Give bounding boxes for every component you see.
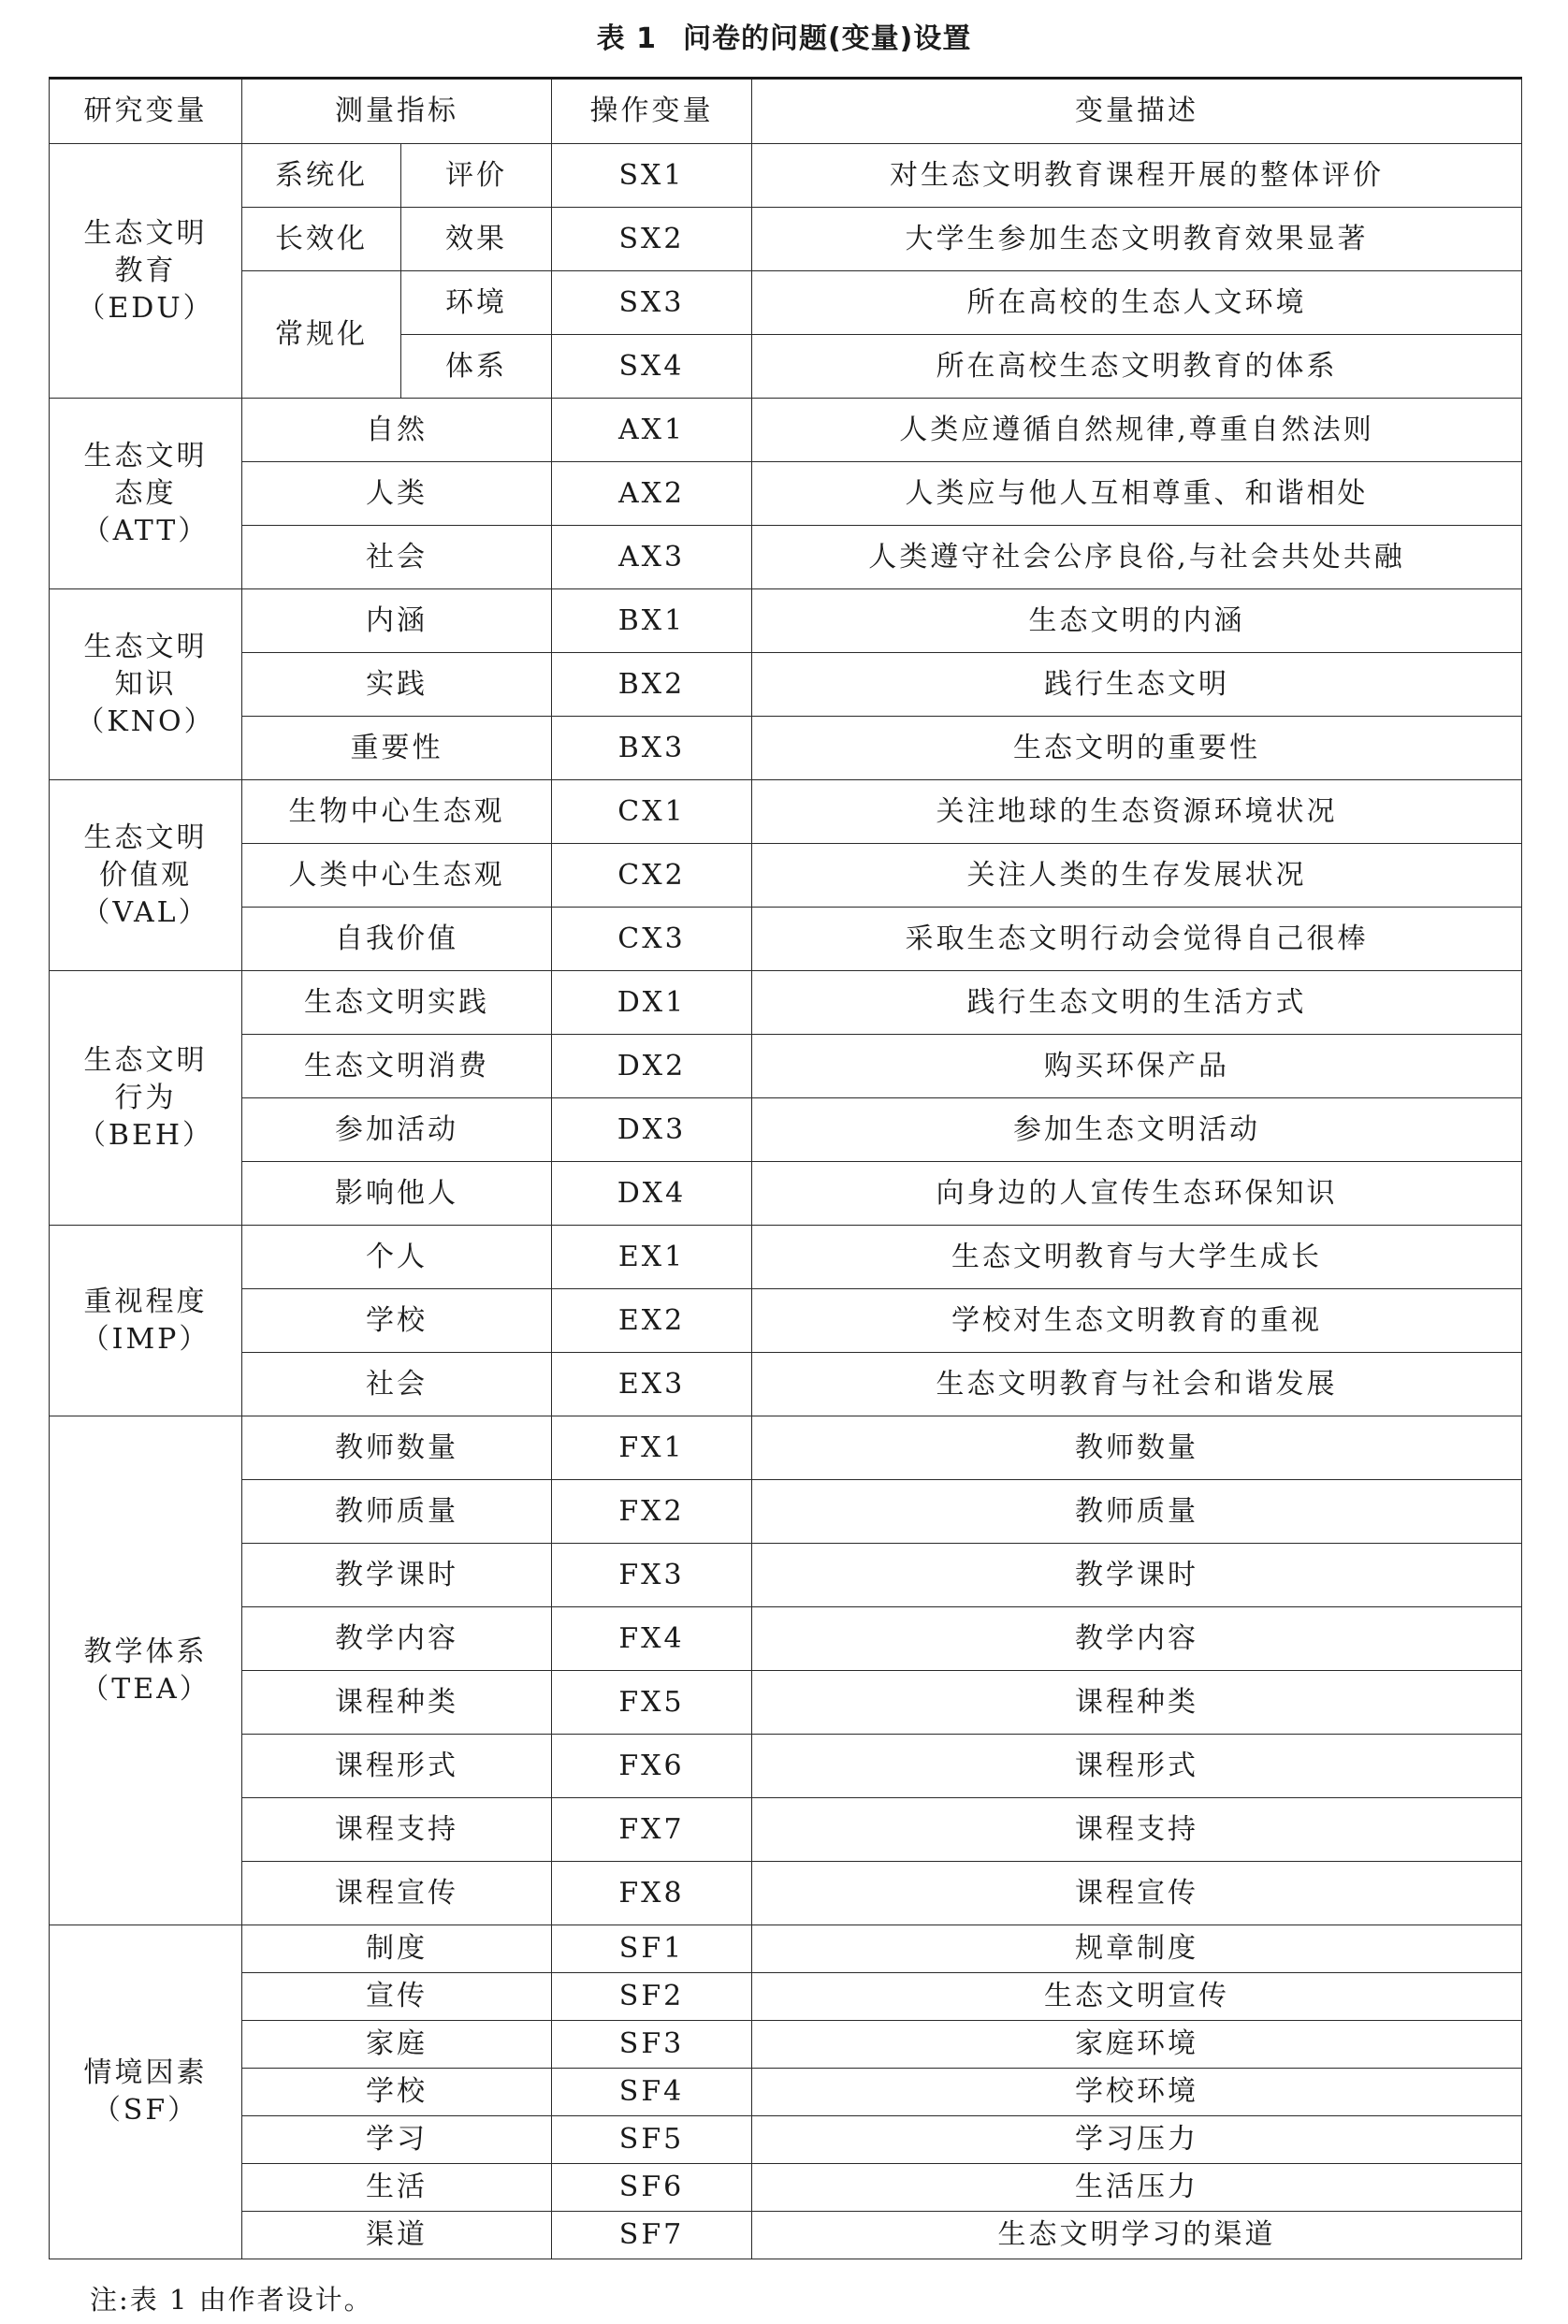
- description-cell: 践行生态文明: [752, 653, 1522, 717]
- variable-cell: [50, 144, 242, 399]
- table-row: [50, 1289, 1522, 1353]
- description-cell: 人类应与他人互相尊重、和谐相处: [752, 462, 1522, 526]
- indicator-cell: 自我价值: [242, 908, 552, 971]
- variable-cell: [50, 1925, 242, 2259]
- variable-line: 生态文明: [83, 439, 208, 472]
- table-number: 表 1: [596, 22, 657, 55]
- table-row: [50, 717, 1522, 780]
- description-cell: 关注地球的生态资源环境状况: [752, 780, 1522, 844]
- table-note: 注:表 1 由作者设计。: [90, 2284, 373, 2316]
- variable-line: 生态文明: [83, 630, 208, 663]
- table-row: [50, 2116, 1522, 2164]
- table-row: [50, 1035, 1522, 1098]
- description-cell: 教学内容: [752, 1607, 1522, 1671]
- description-cell: 所在高校生态文明教育的体系: [752, 335, 1522, 399]
- table-row: [50, 2164, 1522, 2212]
- variable-line: 生态文明: [83, 216, 208, 250]
- indicator-cell: 参加活动: [242, 1098, 552, 1162]
- description-cell: 教师数量: [752, 1416, 1522, 1480]
- variable-line: 教学体系: [83, 1634, 208, 1668]
- indicator-cell: 教学课时: [242, 1544, 552, 1607]
- indicator-cell: 学校: [242, 1289, 552, 1353]
- indicator-sub-cell: 效果: [401, 208, 552, 271]
- table-row: [50, 1226, 1522, 1289]
- table-row: [50, 1925, 1522, 1973]
- indicator-group-cell: 系统化: [242, 144, 401, 208]
- description-cell: 大学生参加生态文明教育效果显著: [752, 208, 1522, 271]
- table-row: [50, 462, 1522, 526]
- table-row: [50, 271, 1522, 335]
- table-row: [50, 144, 1522, 208]
- code-cell: FX7: [552, 1798, 752, 1862]
- description-cell: 人类应遵循自然规律,尊重自然法则: [752, 399, 1522, 462]
- table-row: [50, 399, 1522, 462]
- variable-line: 行为: [114, 1081, 177, 1114]
- code-cell: SF4: [552, 2069, 752, 2116]
- table-row: [50, 2212, 1522, 2259]
- code-cell: FX1: [552, 1416, 752, 1480]
- indicator-cell: 社会: [242, 1353, 552, 1416]
- code-cell: FX6: [552, 1735, 752, 1798]
- code-cell: FX5: [552, 1671, 752, 1735]
- code-cell: DX2: [552, 1035, 752, 1098]
- indicator-cell: 学校: [242, 2069, 552, 2116]
- table-row: [50, 526, 1522, 589]
- code-cell: SF3: [552, 2021, 752, 2069]
- variable-cell: [50, 1226, 242, 1416]
- description-cell: 教师质量: [752, 1480, 1522, 1544]
- description-cell: 所在高校的生态人文环境: [752, 271, 1522, 335]
- table-title: 问卷的问题(变量)设置: [682, 22, 972, 55]
- indicator-cell: 课程支持: [242, 1798, 552, 1862]
- indicator-cell: 家庭: [242, 2021, 552, 2069]
- description-cell: 生态文明教育与社会和谐发展: [752, 1353, 1522, 1416]
- description-cell: 学校环境: [752, 2069, 1522, 2116]
- code-cell: BX2: [552, 653, 752, 717]
- table-row: [50, 208, 1522, 271]
- variable-line: （VAL）: [81, 895, 210, 929]
- variable-line: （KNO）: [76, 704, 215, 738]
- description-cell: 生态文明教育与大学生成长: [752, 1226, 1522, 1289]
- code-cell: DX4: [552, 1162, 752, 1226]
- header-operational-variable: 操作变量: [552, 79, 752, 144]
- code-cell: SF7: [552, 2212, 752, 2259]
- table-row: [50, 1353, 1522, 1416]
- variable-line: （TEA）: [80, 1672, 211, 1706]
- variable-cell: [50, 971, 242, 1226]
- variable-line: 价值观: [99, 858, 192, 892]
- table-caption: [0, 11, 1568, 67]
- variable-line: 教育: [114, 254, 177, 287]
- code-cell: EX1: [552, 1226, 752, 1289]
- description-cell: 学校对生态文明教育的重视: [752, 1289, 1522, 1353]
- code-cell: EX3: [552, 1353, 752, 1416]
- description-cell: 课程形式: [752, 1735, 1522, 1798]
- indicator-cell: 生活: [242, 2164, 552, 2212]
- variable-line: 态度: [114, 476, 177, 510]
- indicator-cell: 人类中心生态观: [242, 844, 552, 908]
- description-cell: 学习压力: [752, 2116, 1522, 2164]
- indicator-cell: 课程种类: [242, 1671, 552, 1735]
- code-cell: BX1: [552, 589, 752, 653]
- code-cell: FX3: [552, 1544, 752, 1607]
- table-row: [50, 589, 1522, 653]
- description-cell: 参加生态文明活动: [752, 1098, 1522, 1162]
- indicator-group-cell: 长效化: [242, 208, 401, 271]
- table-row: [50, 1544, 1522, 1607]
- indicator-sub-cell: 体系: [401, 335, 552, 399]
- description-cell: 规章制度: [752, 1925, 1522, 1973]
- header-description: 变量描述: [752, 79, 1522, 144]
- description-cell: 课程种类: [752, 1671, 1522, 1735]
- indicator-cell: 课程宣传: [242, 1862, 552, 1925]
- table-row: [50, 2021, 1522, 2069]
- table-body: [50, 144, 1522, 2259]
- indicator-cell: 影响他人: [242, 1162, 552, 1226]
- description-cell: 采取生态文明行动会觉得自己很棒: [752, 908, 1522, 971]
- code-cell: SF2: [552, 1973, 752, 2021]
- description-cell: 向身边的人宣传生态环保知识: [752, 1162, 1522, 1226]
- table-row: [50, 908, 1522, 971]
- description-cell: 关注人类的生存发展状况: [752, 844, 1522, 908]
- code-cell: CX2: [552, 844, 752, 908]
- description-cell: 人类遵守社会公序良俗,与社会共处共融: [752, 526, 1522, 589]
- table-row: [50, 1973, 1522, 2021]
- indicator-cell: 教师质量: [242, 1480, 552, 1544]
- description-cell: 践行生态文明的生活方式: [752, 971, 1522, 1035]
- indicator-cell: 实践: [242, 653, 552, 717]
- variable-cell: [50, 1416, 242, 1925]
- indicator-cell: 自然: [242, 399, 552, 462]
- header-indicator: 测量指标: [242, 79, 552, 144]
- indicator-cell: 重要性: [242, 717, 552, 780]
- table-row: [50, 653, 1522, 717]
- variable-line: （EDU）: [77, 291, 214, 325]
- code-cell: AX1: [552, 399, 752, 462]
- description-cell: 课程支持: [752, 1798, 1522, 1862]
- code-cell: DX1: [552, 971, 752, 1035]
- indicator-sub-cell: 环境: [401, 271, 552, 335]
- description-cell: 课程宣传: [752, 1862, 1522, 1925]
- table-row: [50, 1798, 1522, 1862]
- code-cell: AX2: [552, 462, 752, 526]
- code-cell: CX1: [552, 780, 752, 844]
- description-cell: 生态文明学习的渠道: [752, 2212, 1522, 2259]
- code-cell: FX2: [552, 1480, 752, 1544]
- indicator-group-cell: 常规化: [242, 271, 401, 399]
- variable-line: （BEH）: [77, 1118, 214, 1152]
- code-cell: SX2: [552, 208, 752, 271]
- indicator-cell: 课程形式: [242, 1735, 552, 1798]
- description-cell: 教学课时: [752, 1544, 1522, 1607]
- table-row: [50, 1671, 1522, 1735]
- table-row: [50, 844, 1522, 908]
- header-research-variable: 研究变量: [50, 79, 242, 144]
- description-cell: 生态文明的重要性: [752, 717, 1522, 780]
- indicator-cell: 宣传: [242, 1973, 552, 2021]
- indicator-cell: 人类: [242, 462, 552, 526]
- variable-line: 生态文明: [83, 1043, 208, 1077]
- description-cell: 购买环保产品: [752, 1035, 1522, 1098]
- table-row: [50, 1480, 1522, 1544]
- code-cell: SX3: [552, 271, 752, 335]
- indicator-cell: 个人: [242, 1226, 552, 1289]
- code-cell: SF5: [552, 2116, 752, 2164]
- table-row: [50, 1098, 1522, 1162]
- description-cell: 生活压力: [752, 2164, 1522, 2212]
- questionnaire-variable-table: [49, 77, 1522, 2259]
- code-cell: EX2: [552, 1289, 752, 1353]
- code-cell: FX8: [552, 1862, 752, 1925]
- code-cell: SX1: [552, 144, 752, 208]
- indicator-cell: 生态文明消费: [242, 1035, 552, 1098]
- table-row: [50, 780, 1522, 844]
- indicator-cell: 生物中心生态观: [242, 780, 552, 844]
- table-row: [50, 1607, 1522, 1671]
- variable-line: （ATT）: [81, 514, 210, 547]
- variable-line: 重视程度: [83, 1285, 208, 1318]
- description-cell: 生态文明宣传: [752, 1973, 1522, 2021]
- indicator-cell: 学习: [242, 2116, 552, 2164]
- table-row: [50, 1162, 1522, 1226]
- indicator-cell: 社会: [242, 526, 552, 589]
- table-row: [50, 2069, 1522, 2116]
- table-row: [50, 971, 1522, 1035]
- code-cell: SX4: [552, 335, 752, 399]
- code-cell: FX4: [552, 1607, 752, 1671]
- code-cell: BX3: [552, 717, 752, 780]
- indicator-cell: 教学内容: [242, 1607, 552, 1671]
- description-cell: 家庭环境: [752, 2021, 1522, 2069]
- code-cell: SF1: [552, 1925, 752, 1973]
- variable-cell: [50, 780, 242, 971]
- table-row: [50, 1735, 1522, 1798]
- code-cell: SF6: [552, 2164, 752, 2212]
- code-cell: AX3: [552, 526, 752, 589]
- indicator-sub-cell: 评价: [401, 144, 552, 208]
- indicator-cell: 教师数量: [242, 1416, 552, 1480]
- indicator-cell: 内涵: [242, 589, 552, 653]
- variable-line: 情境因素: [83, 2056, 208, 2089]
- variable-line: （SF）: [92, 2094, 199, 2127]
- variable-cell: [50, 589, 242, 780]
- description-cell: 生态文明的内涵: [752, 589, 1522, 653]
- description-cell: 对生态文明教育课程开展的整体评价: [752, 144, 1522, 208]
- table-row: [50, 1416, 1522, 1480]
- indicator-cell: 制度: [242, 1925, 552, 1973]
- code-cell: DX3: [552, 1098, 752, 1162]
- indicator-cell: 渠道: [242, 2212, 552, 2259]
- code-cell: CX3: [552, 908, 752, 971]
- variable-line: 生态文明: [83, 821, 208, 854]
- variable-cell: [50, 399, 242, 589]
- variable-line: 知识: [114, 667, 177, 701]
- table-row: [50, 1862, 1522, 1925]
- indicator-cell: 生态文明实践: [242, 971, 552, 1035]
- variable-line: （IMP）: [80, 1322, 211, 1356]
